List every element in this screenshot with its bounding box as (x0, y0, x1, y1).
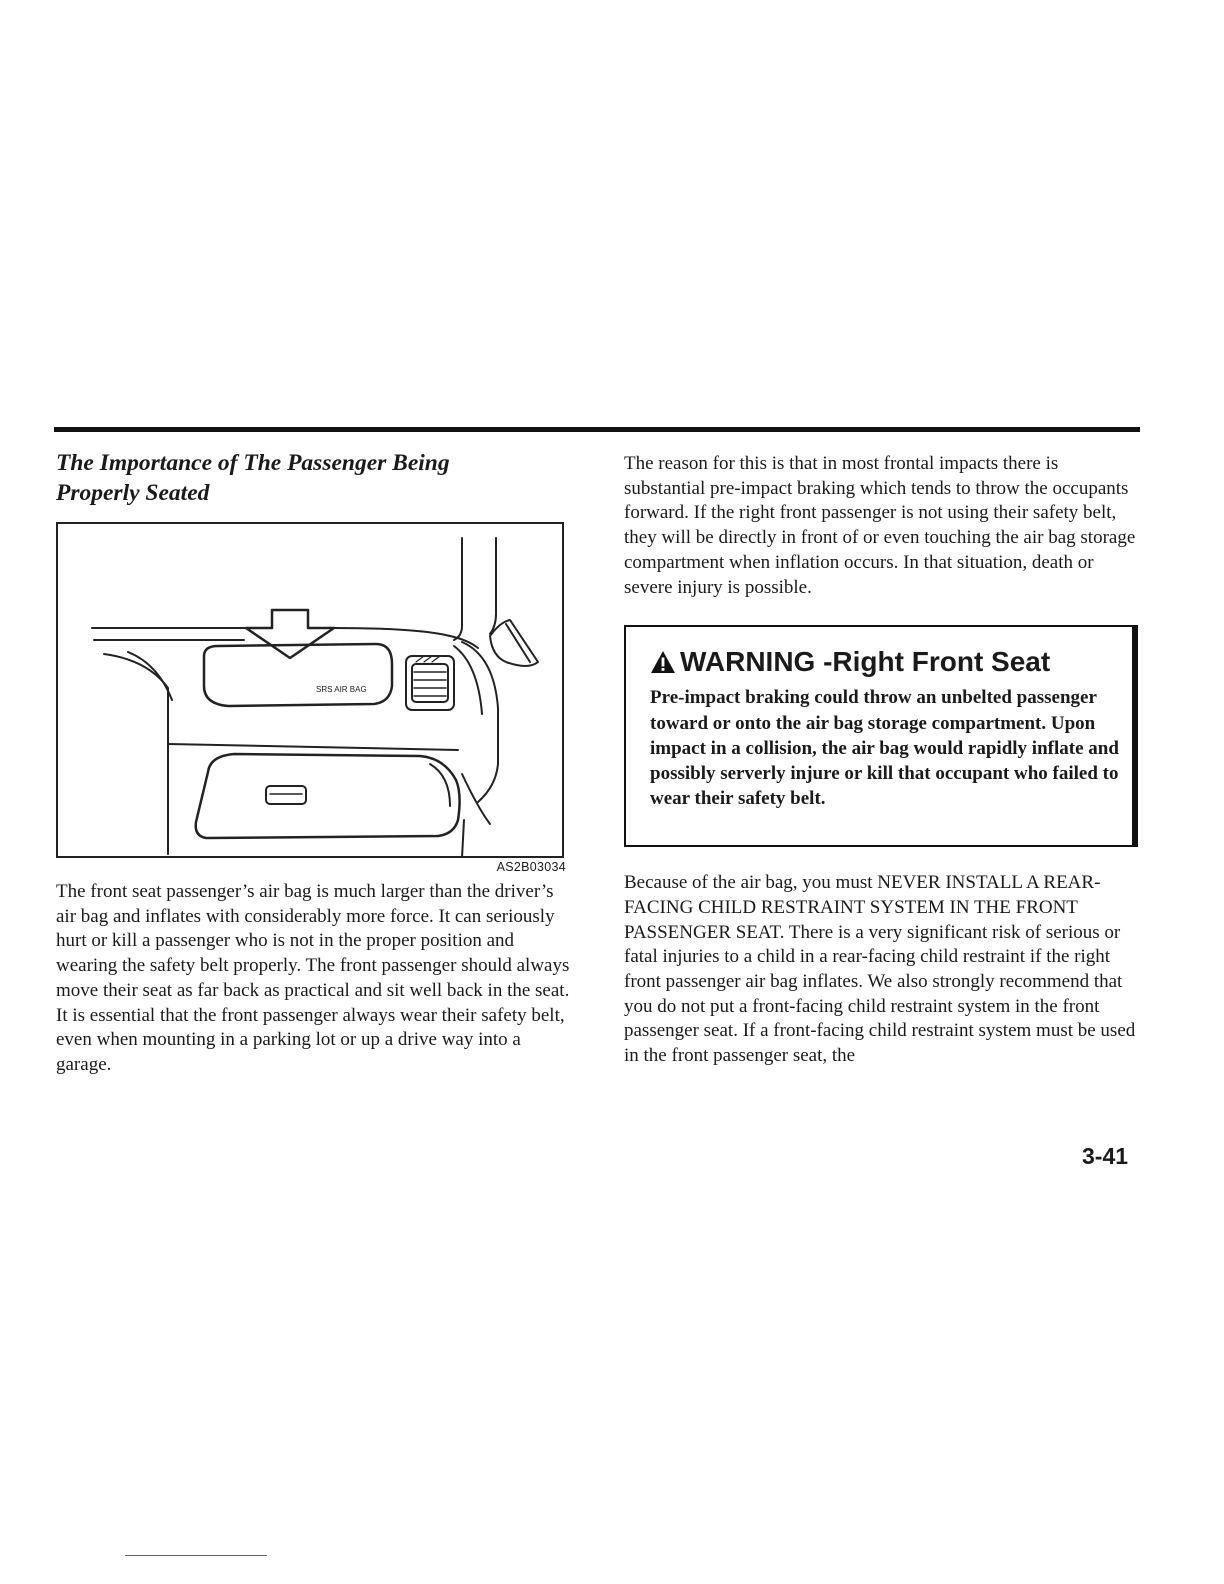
warning-header (650, 645, 1122, 679)
dash-lower-line (168, 744, 458, 750)
warning-triangle-icon (650, 650, 676, 674)
warning-title: WARNING -Right Front Seat (680, 646, 1051, 678)
vent-slats (414, 672, 446, 696)
airbag-figure (56, 522, 564, 858)
warning-box (624, 625, 1138, 847)
glove-box-edge (430, 764, 450, 806)
dash-left-inner (128, 652, 172, 700)
header-rule (54, 427, 1140, 432)
section-title: The Importance of The Passenger Being Properly Seated (56, 450, 450, 506)
arrow-down-icon (246, 610, 334, 658)
dash-right-edge (462, 642, 498, 802)
right-paragraph-1: The reason for this is that in most frontal impacts there is substantial pre-impact braking which tends to throw the occupants forward. If the right front passenger is not using their safety belt, they will be directly in front of or even touching the air bag storage compartment when inflation occurs. In that situation, death or severe injury is possible. (624, 453, 1136, 598)
pillar-line-right (490, 538, 496, 634)
footer-line (125, 1555, 267, 1556)
pillar-line-left (454, 538, 462, 640)
right-paragraph-2: Because of the air bag, you must NEVER INSTALL A REAR-FACING CHILD RESTRAINT SYSTEM IN THE FRONT PASSENGER SEAT. There is a very significant risk of serious or fatal injuries to a child in a rear-facing child restraint if the right front passenger air bag inflates. We also strongly recommend that you do not put a front-facing child restraint system in the front passenger seat. If a front-facing child restraint system must be used in the front passenger seat, the (624, 872, 1136, 1067)
warning-body: Pre-impact braking could throw an unbelted passenger toward or onto the air bag storage compartment. Upon impact in a collision, the air bag would rapidly inflate and possibly serverly injure or kill that occupant who failed to wear their safety belt. (650, 687, 1119, 810)
page-number: 3-41 (1082, 1143, 1129, 1169)
dash-left-edge (104, 654, 168, 854)
glove-box-handle (266, 786, 306, 804)
side-panel (462, 774, 490, 824)
right-column (624, 452, 1144, 1069)
glove-box (196, 754, 460, 838)
floor-line (462, 820, 464, 858)
airbag-label: SRS AIR BAG (316, 685, 367, 694)
dashboard-illustration (58, 524, 564, 858)
left-paragraph: The front seat passenger’s air bag is much larger than the driver’s air bag and inflates with considerably more force. It can seriously hurt or kill a passenger who is not in the proper position and wearing the safety belt properly. The front passenger should always move their seat as far back as practical and sit well back in the seat. It is essential that the front passenger always wear their safety belt, even when mounting in a parking lot or up a drive way into a garage. (56, 881, 570, 1075)
figure-code: AS2B03034 (496, 860, 566, 874)
dash-right-inner (454, 646, 482, 714)
pillar-trim (490, 620, 538, 666)
left-column (56, 448, 576, 1078)
